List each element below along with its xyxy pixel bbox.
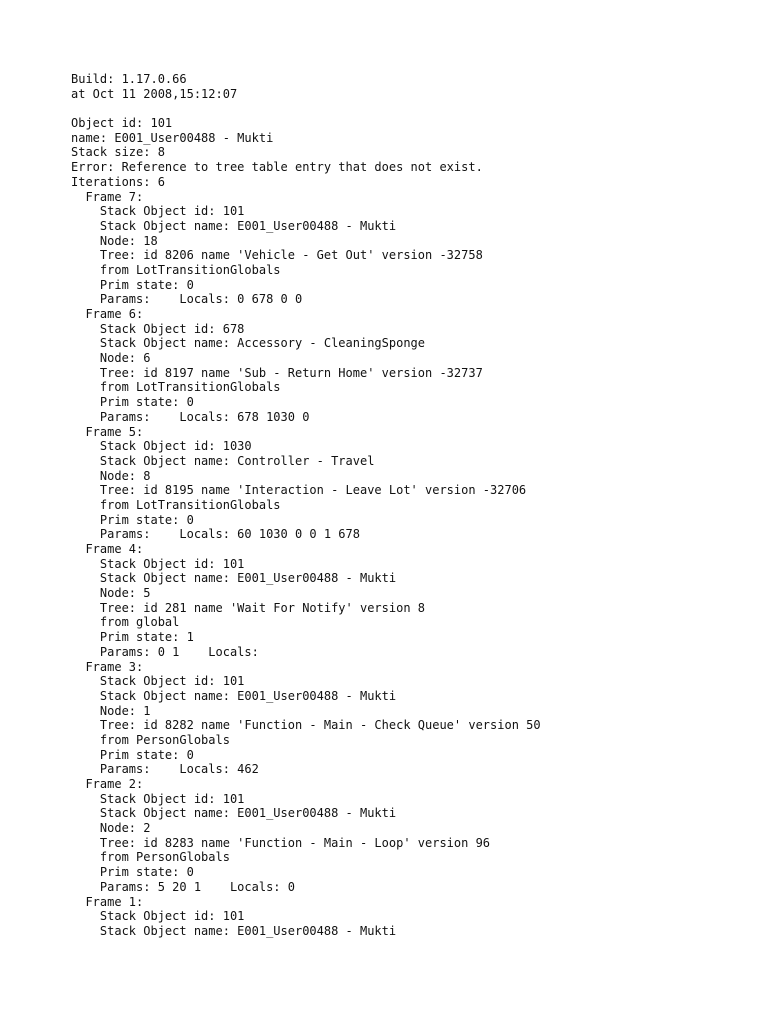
log-line: from PersonGlobals (71, 732, 230, 747)
log-line: name: E001_User00488 - Mukti (71, 130, 274, 145)
log-line: Node: 1 (71, 703, 151, 718)
log-line: Tree: id 8197 name 'Sub - Return Home' version -32737 (71, 365, 483, 380)
log-line: Stack Object name: Accessory - CleaningSponge (71, 336, 426, 351)
log-line: Frame 6: (71, 307, 144, 321)
log-line: Frame 5: (71, 424, 144, 439)
log-line: Build: 1.17.0.66 (71, 72, 187, 86)
log-line: Stack Object id: 101 (71, 909, 245, 924)
log-line: Frame 4: (71, 542, 144, 556)
log-line: Node: 5 (71, 586, 151, 601)
log-line: Stack Object name: E001_User00488 - Mukti (71, 806, 397, 821)
log-line: Error: Reference to tree table entry that does not exist. (71, 160, 483, 175)
log-line: Frame 2: (71, 777, 144, 791)
log-line: Tree: id 8195 name 'Interaction - Leave Lot' version -32706 (71, 483, 527, 498)
log-line: Stack Object name: Controller - Travel (71, 453, 375, 468)
log-line: from PersonGlobals (71, 850, 230, 865)
log-line: Params: Locals: 678 1030 0 (71, 409, 310, 424)
log-line: Prim state: 0 (71, 395, 194, 410)
log-line: Object id: 101 (71, 116, 173, 131)
log-line: Iterations: 6 (71, 174, 165, 189)
log-line: Stack Object id: 101 (71, 204, 245, 219)
log-line: Stack Object name: E001_User00488 - Mukti (71, 688, 397, 703)
log-line: Stack Object id: 1030 (71, 439, 252, 454)
log-line: Prim state: 0 (71, 512, 194, 527)
log-line: Stack Object id: 101 (71, 556, 245, 571)
log-line: Stack Object name: E001_User00488 - Mukti (71, 218, 397, 233)
log-line: Stack Object id: 101 (71, 674, 245, 689)
log-line: Frame 1: (71, 894, 144, 909)
log-line: from global (71, 615, 180, 630)
log-line: Params: 0 1 Locals: (71, 644, 259, 659)
log-line: Prim state: 1 (71, 630, 194, 645)
log-line: Prim state: 0 (71, 865, 194, 880)
log-line (71, 101, 541, 116)
error-log-text (71, 72, 541, 939)
log-line: Tree: id 281 name 'Wait For Notify' version 8 (71, 600, 426, 615)
log-line: Prim state: 0 (71, 277, 194, 292)
log-line: Params: Locals: 60 1030 0 0 1 678 (71, 527, 360, 542)
log-line: Frame 3: (71, 659, 144, 674)
log-line: Params: 5 20 1 Locals: 0 (71, 879, 295, 894)
log-line: Params: Locals: 462 (71, 762, 259, 777)
log-line: Node: 18 (71, 233, 158, 248)
log-line: Stack Object id: 101 (71, 791, 245, 806)
log-line: Tree: id 8283 name 'Function - Main - Loop' version 96 (71, 835, 491, 850)
log-line: Frame 7: (71, 189, 144, 204)
log-line: Stack Object name: E001_User00488 - Mukti (71, 923, 397, 938)
log-line: from LotTransitionGlobals (71, 497, 281, 512)
log-line: Params: Locals: 0 678 0 0 (71, 292, 303, 307)
log-line: from LotTransitionGlobals (71, 262, 281, 277)
log-line: Node: 2 (71, 821, 151, 836)
log-line: Stack size: 8 (71, 145, 165, 160)
log-line: Tree: id 8206 name 'Vehicle - Get Out' version -32758 (71, 248, 483, 263)
log-line: Stack Object id: 678 (71, 321, 245, 336)
log-line: Tree: id 8282 name 'Function - Main - Check Queue' version 50 (71, 718, 541, 733)
log-line: Node: 8 (71, 468, 151, 483)
log-line: from LotTransitionGlobals (71, 380, 281, 395)
log-line: at Oct 11 2008,15:12:07 (71, 86, 238, 101)
log-line: Node: 6 (71, 351, 151, 366)
log-line: Stack Object name: E001_User00488 - Mukti (71, 571, 397, 586)
log-line: Prim state: 0 (71, 747, 194, 762)
